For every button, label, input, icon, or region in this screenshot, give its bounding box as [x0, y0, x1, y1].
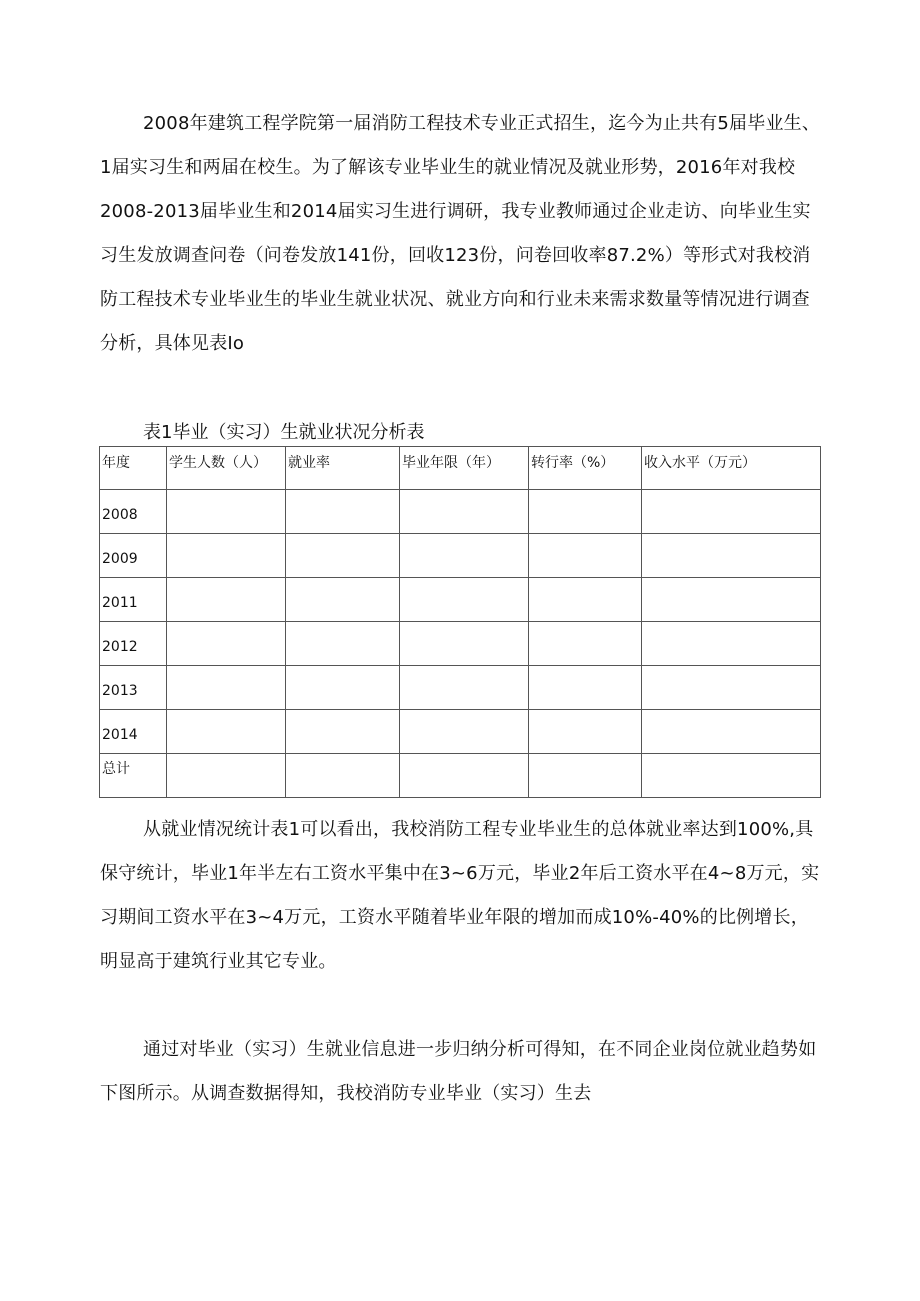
header-year: 年度	[100, 447, 167, 490]
table-cell: 2011	[100, 578, 167, 622]
table-cell	[529, 666, 642, 710]
table-cell	[529, 622, 642, 666]
table-cell	[167, 666, 286, 710]
employment-table	[99, 446, 821, 798]
table-cell	[529, 490, 642, 534]
table-caption: 表1毕业（实习）生就业状况分析表	[143, 422, 425, 443]
header-career-change-rate: 转行率（%）	[529, 447, 642, 490]
table-cell	[167, 578, 286, 622]
table-cell: 2008	[100, 490, 167, 534]
table-cell	[400, 490, 529, 534]
table-row	[100, 578, 821, 622]
table-cell	[400, 622, 529, 666]
intro-paragraph-text: 2008年建筑工程学院第一届消防工程技术专业正式招生，迄今为止共有5届毕业生、1届实习生和两届在校生。为了解该专业毕业生的就业情况及就业形势，2016年对我校2008-2013届毕业生和2014届实习生进行调研，我专业教师通过企业走访、向毕业生实习生发放调查问卷（问卷发放141份，回收123份，问卷回收率87.2%）等形式对我校消防工程技术专业毕业生的毕业生就业状况、就业方向和行业未来需求数量等情况进行调查分析，具体见表Io	[100, 113, 821, 354]
table-cell	[167, 710, 286, 754]
table-cell	[286, 710, 400, 754]
table-cell: 2009	[100, 534, 167, 578]
table-cell	[286, 578, 400, 622]
table-cell	[642, 754, 821, 798]
table-cell	[400, 666, 529, 710]
table-cell	[400, 534, 529, 578]
analysis-paragraph-text: 从就业情况统计表1可以看出，我校消防工程专业毕业生的总体就业率达到100%,具保守统计，毕业1年半左右工资水平集中在3~6万元，毕业2年后工资水平在4~8万元，实习期间工资水平在3~4万元，工资水平随着毕业年限的增加而成10%-40%的比例增长，明显高于建筑行业其它专业。	[100, 819, 820, 972]
intro-paragraph	[100, 102, 822, 366]
table-cell	[167, 754, 286, 798]
table-cell	[286, 666, 400, 710]
table-row-total	[100, 754, 821, 798]
header-student-count: 学生人数（人）	[167, 447, 286, 490]
table-cell	[642, 490, 821, 534]
analysis-paragraph	[100, 808, 822, 984]
table-cell	[642, 578, 821, 622]
table-cell: 2013	[100, 666, 167, 710]
table-cell: 总计	[100, 754, 167, 798]
table-cell	[286, 754, 400, 798]
table-cell	[529, 534, 642, 578]
table-cell	[642, 710, 821, 754]
table-cell	[286, 622, 400, 666]
table-cell	[400, 710, 529, 754]
table-cell	[167, 490, 286, 534]
table-cell	[286, 534, 400, 578]
table-row	[100, 710, 821, 754]
header-income-level: 收入水平（万元）	[642, 447, 821, 490]
table-cell	[642, 666, 821, 710]
table-cell	[167, 534, 286, 578]
table-row	[100, 534, 821, 578]
table-cell	[529, 754, 642, 798]
table-cell	[286, 490, 400, 534]
table-cell	[642, 534, 821, 578]
table-row	[100, 666, 821, 710]
table-cell	[400, 578, 529, 622]
table-cell	[167, 622, 286, 666]
trend-paragraph-text: 通过对毕业（实习）生就业信息进一步归纳分析可得知，在不同企业岗位就业趋势如下图所示。从调查数据得知，我校消防专业毕业（实习）生去	[100, 1039, 817, 1104]
table-cell	[400, 754, 529, 798]
header-employment-rate: 就业率	[286, 447, 400, 490]
table-cell	[529, 578, 642, 622]
table-cell: 2012	[100, 622, 167, 666]
trend-paragraph	[100, 1028, 822, 1116]
table-row	[100, 622, 821, 666]
table-cell	[529, 710, 642, 754]
table-cell: 2014	[100, 710, 167, 754]
table-cell	[642, 622, 821, 666]
table-row	[100, 490, 821, 534]
table-header-row	[100, 447, 821, 490]
header-years-since-graduation: 毕业年限（年）	[400, 447, 529, 490]
